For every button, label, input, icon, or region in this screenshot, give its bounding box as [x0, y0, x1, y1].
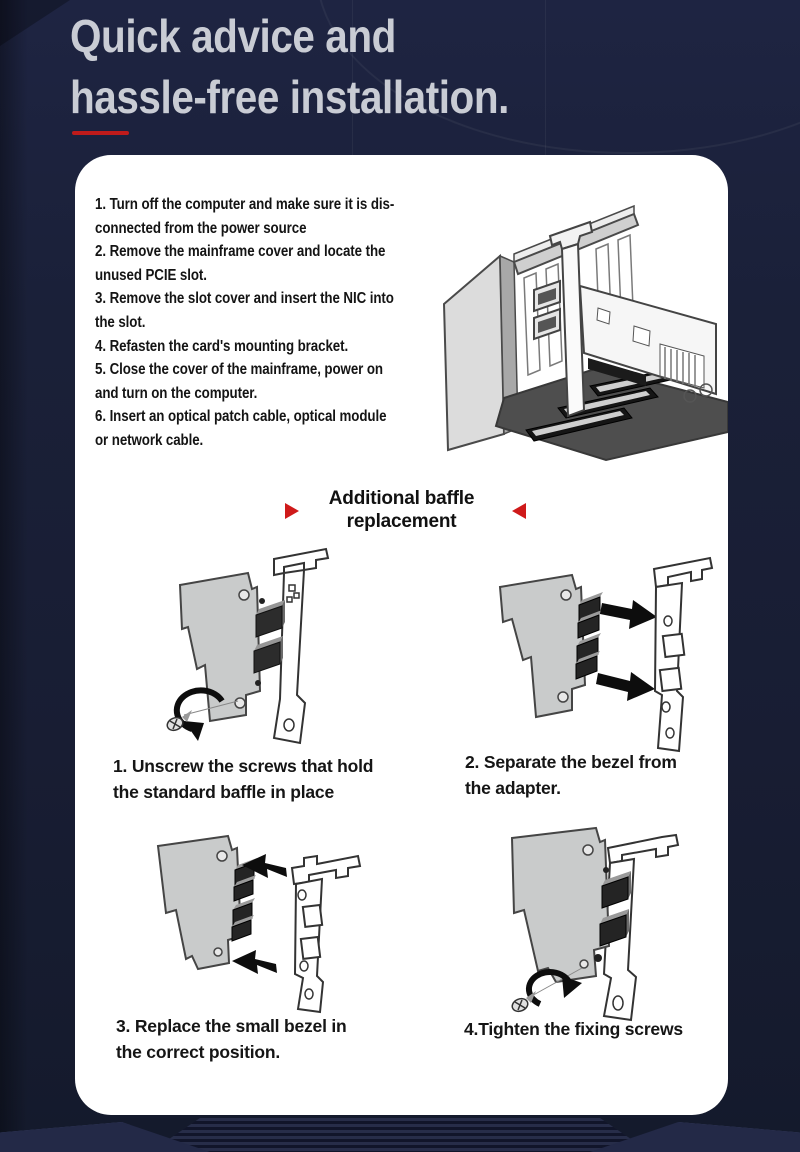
- adapter-card: [158, 836, 241, 969]
- step-line: 6. Insert an optical patch cable, optical module: [95, 408, 387, 426]
- caption-line: the standard baffle in place: [113, 782, 334, 802]
- chassis-illustration: [438, 198, 728, 463]
- port-connector: [254, 600, 285, 673]
- caption-line: 1. Unscrew the screws that hold: [113, 756, 374, 776]
- page-title-line2: hassle-free installation.: [70, 71, 509, 123]
- installation-steps: [95, 193, 478, 453]
- background-platform-ridges: [150, 1118, 650, 1152]
- caption-line: 3. Replace the small bezel in: [116, 1016, 347, 1036]
- separate-illustration: [486, 543, 728, 755]
- replace-illustration: [146, 816, 374, 1014]
- background-corner-wedge: [0, 0, 70, 46]
- step-line: 1. Turn off the computer and make sure it is dis-: [95, 196, 395, 213]
- baffle-heading-line1: Additional baffle: [328, 488, 475, 509]
- adapter-card: [500, 575, 585, 717]
- caption-replace: [116, 1013, 347, 1065]
- caption-line: 2. Separate the bezel from: [465, 752, 677, 772]
- bracket-tab: [292, 856, 360, 884]
- step-line: 2. Remove the mainframe cover and locate the: [95, 243, 386, 261]
- baffle-section-heading: [75, 487, 728, 533]
- caption-line: the adapter.: [465, 778, 561, 798]
- arrow-left-icon: [232, 950, 277, 974]
- caption-line: 4.Tighten the fixing screws: [464, 1019, 683, 1039]
- tighten-illustration: [490, 820, 718, 1022]
- step-line: 5. Close the cover of the mainframe, power on: [95, 361, 383, 379]
- port-connector: [576, 592, 603, 679]
- caption-line: the correct position.: [116, 1042, 281, 1062]
- step-line: unused PCIE slot.: [95, 266, 207, 284]
- content-card: [75, 155, 728, 1115]
- page-title: [70, 6, 509, 128]
- background-platform-right: [590, 1122, 800, 1152]
- arrow-right-icon: [600, 600, 657, 629]
- step-line: connected from the power source: [95, 219, 307, 237]
- unscrew-illustration: [158, 543, 370, 750]
- bracket-tab: [608, 835, 678, 863]
- red-triangle-left-icon: [512, 503, 526, 519]
- title-underline: [72, 131, 129, 135]
- background-platform-left: [0, 1122, 210, 1152]
- caption-separate: [465, 749, 677, 801]
- page-title-line1: Quick advice and: [70, 10, 396, 62]
- step-line: or network cable.: [95, 431, 204, 449]
- step-line: 4. Refasten the card's mounting bracket.: [95, 337, 349, 355]
- background-shade: [0, 0, 28, 1152]
- caption-tighten: [464, 1016, 683, 1042]
- step-line: 3. Remove the slot cover and insert the NIC into: [95, 290, 394, 308]
- arrow-right-icon: [596, 672, 655, 701]
- caption-unscrew: [113, 753, 373, 805]
- step-line: the slot.: [95, 313, 146, 331]
- step-line: and turn on the computer.: [95, 384, 258, 402]
- baffle-heading-line2: replacement: [346, 511, 457, 532]
